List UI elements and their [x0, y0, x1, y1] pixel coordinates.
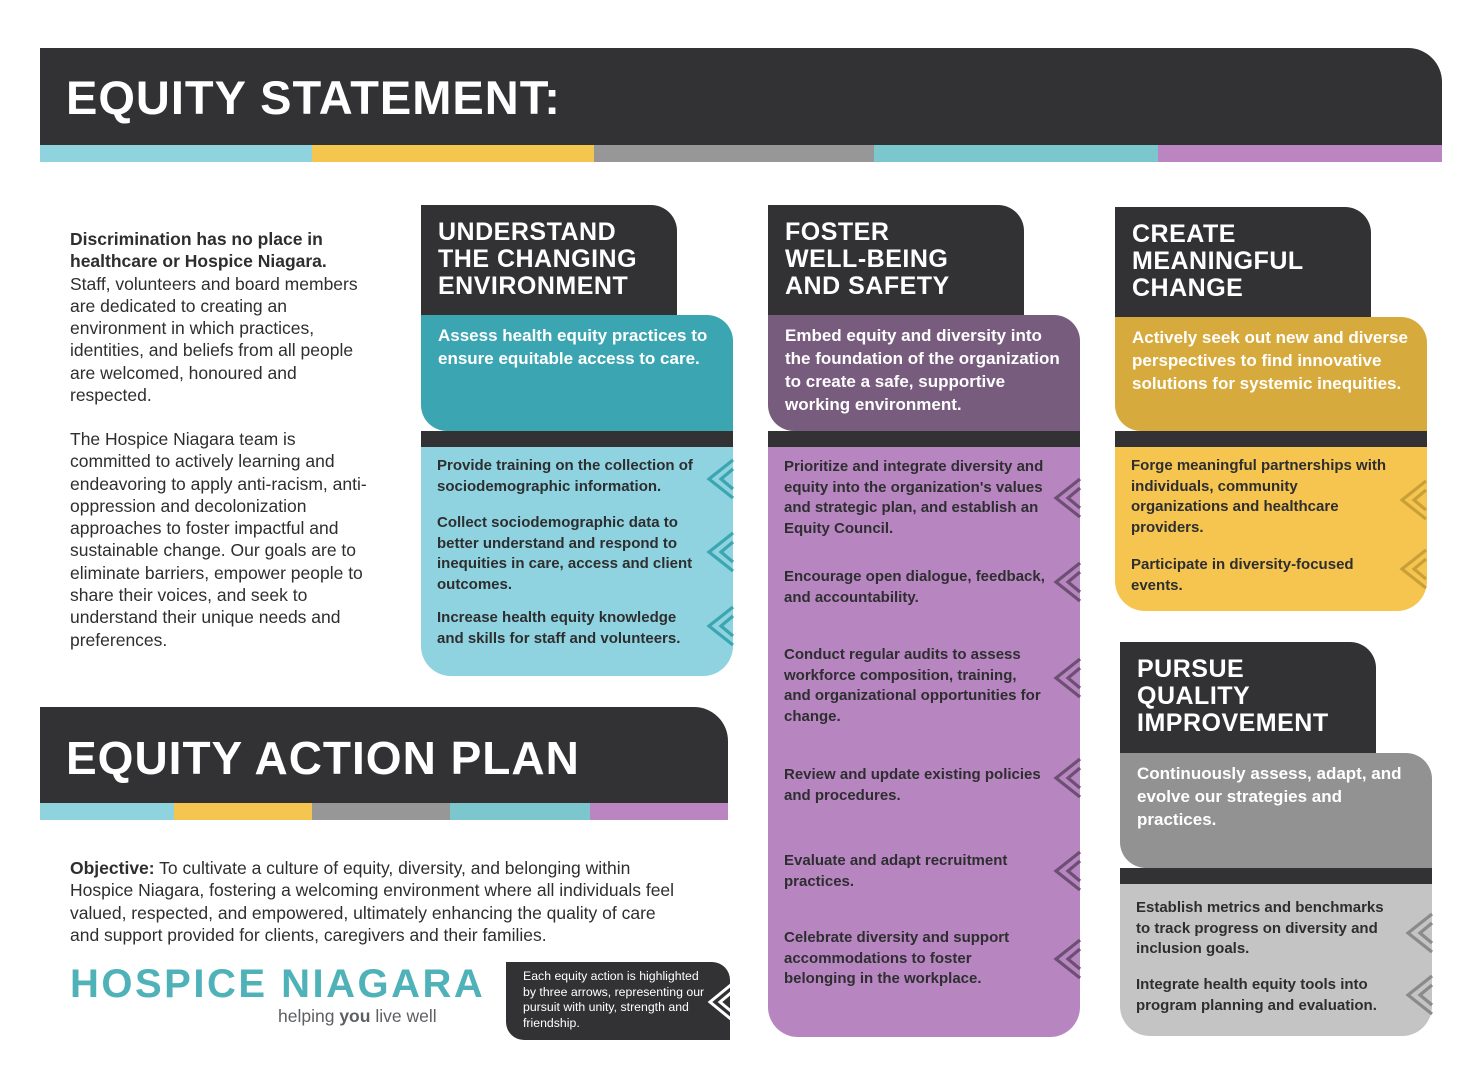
pillar-4-action-item: Integrate health equity tools into program planning and evaluation.	[1136, 976, 1377, 1014]
stripe-segment	[594, 145, 874, 162]
triple-chevron-icon	[703, 458, 735, 500]
triple-chevron-icon	[1396, 548, 1428, 590]
tagline-start: helping	[278, 1006, 335, 1026]
pillar-3-goal-box	[1115, 317, 1427, 431]
triple-chevron-icon	[1396, 479, 1428, 521]
triple-chevron-icon	[1050, 850, 1082, 892]
statement-lead-rest: Staff, volunteers and board members are dedicated to creating an environment in which practices, identities, and beliefs from all people are welcomed, honoured and respected.	[70, 273, 358, 406]
pillar-1-action-item: Provide training on the collection of sociodemographic information.	[437, 457, 693, 495]
objective-label: Objective:	[70, 858, 155, 878]
legend-box	[506, 962, 730, 1040]
stripe-segment	[874, 145, 1158, 162]
equity-statement-title: EQUITY STATEMENT:	[66, 71, 561, 124]
pillar-1-action-item: Increase health equity knowledge and skills for staff and volunteers.	[437, 609, 681, 647]
stripe-segment	[450, 803, 590, 820]
pillar-1-heading	[421, 205, 677, 315]
legend-triple-chevron-icon	[704, 982, 734, 1022]
pillar-4-goal-box	[1120, 753, 1432, 868]
triple-chevron-icon	[1402, 912, 1434, 954]
stripe-segment	[312, 803, 450, 820]
stripe-segment	[1158, 145, 1442, 162]
hospice-niagara-logo: HOSPICE NIAGARA	[70, 962, 486, 1006]
pillar-3-action-item: Forge meaningful partnerships with individuals, community organizations and healthcare providers.	[1131, 457, 1387, 536]
pillar-4-heading-line: QUALITY	[1137, 682, 1251, 710]
objective-text: To cultivate a culture of equity, diversity, and belonging within Hospice Niagara, fostering a welcoming environment where all individuals feel valued, respected, and empowered, ultimately enhancing the quality of care and support provided for clients, caregivers and their families.	[70, 858, 675, 945]
pillar-1-action-item: Collect sociodemographic data to better understand and respond to inequities in care, access and client outcomes.	[437, 514, 693, 593]
triple-chevron-icon	[703, 531, 735, 573]
triple-chevron-icon	[1050, 757, 1082, 799]
pillar-2-goal-text: Embed equity and diversity into the foundation of the organization to create a safe, supportive working environment.	[785, 326, 1060, 414]
pillar-4-action-item: Establish metrics and benchmarks to track progress on diversity and inclusion goals.	[1136, 899, 1384, 957]
pillar-3-heading-line: MEANINGFUL	[1132, 247, 1304, 275]
pillar-4-goal-text: Continuously assess, adapt, and evolve our strategies and practices.	[1137, 764, 1402, 829]
logo-tagline	[278, 1006, 437, 1027]
pillar-3-heading	[1115, 207, 1371, 317]
pillar-1-heading-line: UNDERSTAND	[438, 218, 617, 246]
pillar-1-heading-line: THE CHANGING	[438, 245, 638, 273]
color-stripe-bottom	[40, 803, 728, 820]
stripe-segment	[590, 803, 728, 820]
pillar-2-heading-line: WELL-BEING	[785, 245, 949, 273]
objective-paragraph	[70, 857, 680, 946]
pillar-2-action-item: Celebrate diversity and support accommodations to foster belonging in the workplace.	[784, 929, 1010, 987]
color-stripe-top	[40, 145, 1442, 162]
pillar-2-goal-box	[768, 315, 1080, 431]
pillar-2-action-item: Evaluate and adapt recruitment practices.	[784, 852, 1008, 890]
pillar-2-action-item: Conduct regular audits to assess workforce composition, training, and organizational opportunities for change.	[784, 646, 1041, 725]
statement-paragraph-2-text: The Hospice Niagara team is committed to actively learning and endeavoring to apply anti-racism, anti-oppression and decolonization approaches to foster impactful and sustainable change. Our goals are to eliminate barriers, empower people to share their voices, and seek to understand their unique needs and preferences.	[70, 429, 367, 650]
triple-chevron-icon	[1050, 657, 1082, 699]
stripe-segment	[174, 803, 312, 820]
pillar-1-goal-box	[421, 315, 733, 431]
equity-statement-banner	[40, 48, 1442, 145]
stripe-segment	[40, 145, 312, 162]
pillar-2-action-item: Encourage open dialogue, feedback, and accountability.	[784, 568, 1045, 606]
action-plan-banner	[40, 707, 728, 803]
triple-chevron-icon	[1050, 561, 1082, 603]
pillar-2-action-item: Review and update existing policies and procedures.	[784, 766, 1041, 804]
pillar-1-goal-text: Assess health equity practices to ensure equitable access to care.	[438, 326, 708, 368]
tagline-you: you	[339, 1006, 371, 1026]
pillar-2-heading-line: AND SAFETY	[785, 272, 950, 300]
stripe-segment	[40, 803, 174, 820]
pillar-4-heading-line: IMPROVEMENT	[1137, 709, 1329, 737]
statement-paragraph-2	[70, 428, 370, 651]
triple-chevron-icon	[1402, 974, 1434, 1016]
stripe-segment	[312, 145, 594, 162]
pillar-1-heading-line: ENVIRONMENT	[438, 272, 629, 300]
tagline-end: live well	[375, 1006, 437, 1026]
pillar-3-goal-text: Actively seek out new and diverse perspectives to find innovative solutions for systemic inequities.	[1132, 328, 1408, 393]
action-plan-title: EQUITY ACTION PLAN	[66, 732, 580, 784]
statement-lead-bold: Discrimination has no place in healthcare or Hospice Niagara.	[70, 229, 327, 272]
pillar-3-action-item: Participate in diversity-focused events.	[1131, 556, 1354, 594]
legend-text: Each equity action is highlighted by three arrows, representing our pursuit with unity, strength and friendship.	[523, 969, 705, 1031]
triple-chevron-icon	[1050, 938, 1082, 980]
pillar-3-heading-line: CREATE	[1132, 220, 1236, 248]
triple-chevron-icon	[1050, 477, 1082, 519]
pillar-4-heading	[1120, 642, 1376, 753]
pillar-3-heading-line: CHANGE	[1132, 274, 1244, 302]
pillar-4-heading-line: PURSUE	[1137, 655, 1245, 683]
statement-paragraph-1	[70, 228, 370, 406]
pillar-2-heading-line: FOSTER	[785, 218, 890, 246]
pillar-2-action-item: Prioritize and integrate diversity and equity into the organization's values and strategic plan, and establish an Equity Council.	[784, 458, 1044, 537]
triple-chevron-icon	[703, 605, 735, 647]
pillar-2-heading	[768, 205, 1024, 315]
